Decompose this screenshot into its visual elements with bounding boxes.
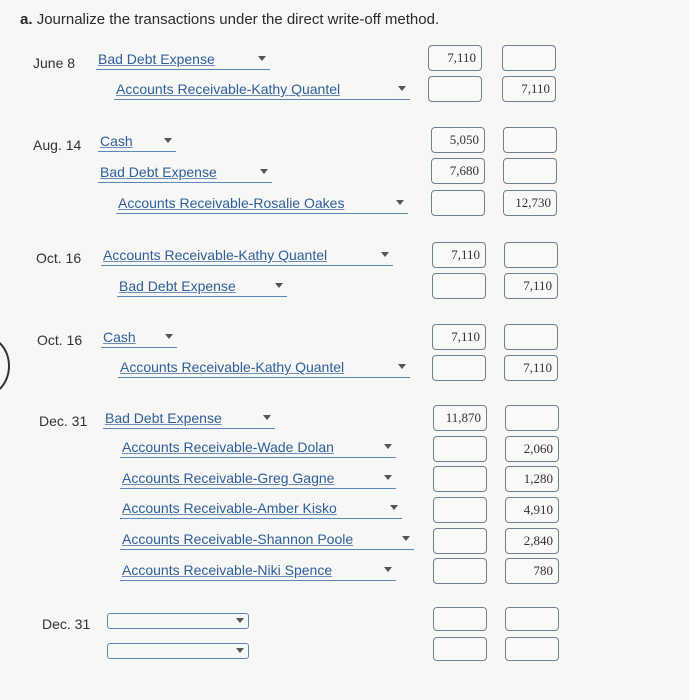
chevron-down-icon [275,283,283,288]
account-label: Accounts Receivable-Kathy Quantel [103,247,328,263]
account-label: Bad Debt Expense [105,410,222,426]
account-select[interactable] [116,194,408,214]
credit-input[interactable]: 780 [505,558,559,584]
credit-input[interactable]: 4,910 [505,497,559,523]
instruction-heading [20,11,439,28]
chevron-down-icon [402,536,410,541]
part-letter: a. [20,11,33,28]
account-select[interactable] [120,469,396,489]
debit-input[interactable]: 7,110 [432,242,486,268]
credit-input[interactable]: 7,110 [504,273,558,299]
credit-input[interactable] [502,45,556,71]
account-select[interactable] [114,80,410,100]
debit-input[interactable] [432,355,486,381]
account-label: Cash [100,133,133,149]
account-select[interactable] [96,50,270,70]
debit-input[interactable] [433,497,487,523]
account-label: Bad Debt Expense [119,278,236,294]
credit-input[interactable] [504,324,558,350]
credit-input[interactable] [505,607,559,631]
debit-input[interactable] [432,273,486,299]
entry-date: Dec. 31 [39,413,88,429]
account-select[interactable] [120,499,402,519]
account-label: Accounts Receivable-Kathy Quantel [120,359,345,375]
entry-date: Dec. 31 [42,616,91,632]
debit-input[interactable] [433,607,487,631]
credit-input[interactable]: 2,840 [505,528,559,554]
chevron-down-icon [384,567,392,572]
debit-input[interactable]: 7,680 [431,158,485,184]
debit-input[interactable] [431,190,485,216]
account-select[interactable] [120,438,396,458]
credit-input[interactable]: 2,060 [505,436,559,462]
account-select[interactable] [107,613,249,629]
account-label: Accounts Receivable-Kathy Quantel [116,81,341,97]
entry-date: June 8 [33,55,76,71]
chevron-down-icon [396,200,404,205]
chevron-down-icon [384,475,392,480]
debit-input[interactable] [433,528,487,554]
chevron-down-icon [381,252,389,257]
account-select[interactable] [98,163,272,183]
debit-input[interactable] [428,76,482,102]
credit-input[interactable]: 1,280 [505,466,559,492]
entry-date: Oct. 16 [36,250,82,266]
credit-input[interactable] [505,405,559,431]
account-label: Accounts Receivable-Niki Spence [122,562,333,578]
account-select[interactable] [101,246,393,266]
debit-input[interactable] [433,637,487,661]
chevron-down-icon [236,618,244,623]
chevron-down-icon [258,56,266,61]
account-select[interactable] [118,358,410,378]
chevron-down-icon [260,169,268,174]
credit-input[interactable] [503,158,557,184]
entry-date: Aug. 14 [33,137,82,153]
credit-input[interactable] [503,127,557,153]
page-edge-arc [0,336,10,396]
account-label: Accounts Receivable-Amber Kisko [122,500,337,516]
account-select[interactable] [120,530,414,550]
debit-input[interactable]: 11,870 [433,405,487,431]
chevron-down-icon [398,364,406,369]
credit-input[interactable]: 12,730 [503,190,557,216]
chevron-down-icon [384,444,392,449]
debit-input[interactable]: 5,050 [431,127,485,153]
instruction-text: Journalize the transactions under the direct write-off method. [36,11,440,28]
account-select[interactable] [98,132,176,152]
credit-input[interactable] [504,242,558,268]
account-select[interactable] [117,277,287,297]
account-label: Bad Debt Expense [100,164,217,180]
account-label: Accounts Receivable-Greg Gagne [122,470,335,486]
chevron-down-icon [263,415,271,420]
account-label: Accounts Receivable-Wade Dolan [122,439,334,455]
account-label: Bad Debt Expense [98,51,215,67]
account-label: Accounts Receivable-Shannon Poole [122,531,354,547]
credit-input[interactable]: 7,110 [502,76,556,102]
account-select[interactable] [101,328,177,348]
chevron-down-icon [165,334,173,339]
credit-input[interactable] [505,637,559,661]
account-select[interactable] [120,561,396,581]
account-select[interactable] [107,643,249,659]
debit-input[interactable]: 7,110 [428,45,482,71]
debit-input[interactable] [433,466,487,492]
credit-input[interactable]: 7,110 [504,355,558,381]
chevron-down-icon [390,505,398,510]
account-select[interactable] [103,409,275,429]
chevron-down-icon [398,86,406,91]
debit-input[interactable]: 7,110 [432,324,486,350]
account-label: Accounts Receivable-Rosalie Oakes [118,195,345,211]
account-label: Cash [103,329,136,345]
chevron-down-icon [164,138,172,143]
debit-input[interactable] [433,436,487,462]
entry-date: Oct. 16 [37,332,83,348]
debit-input[interactable] [433,558,487,584]
chevron-down-icon [236,648,244,653]
